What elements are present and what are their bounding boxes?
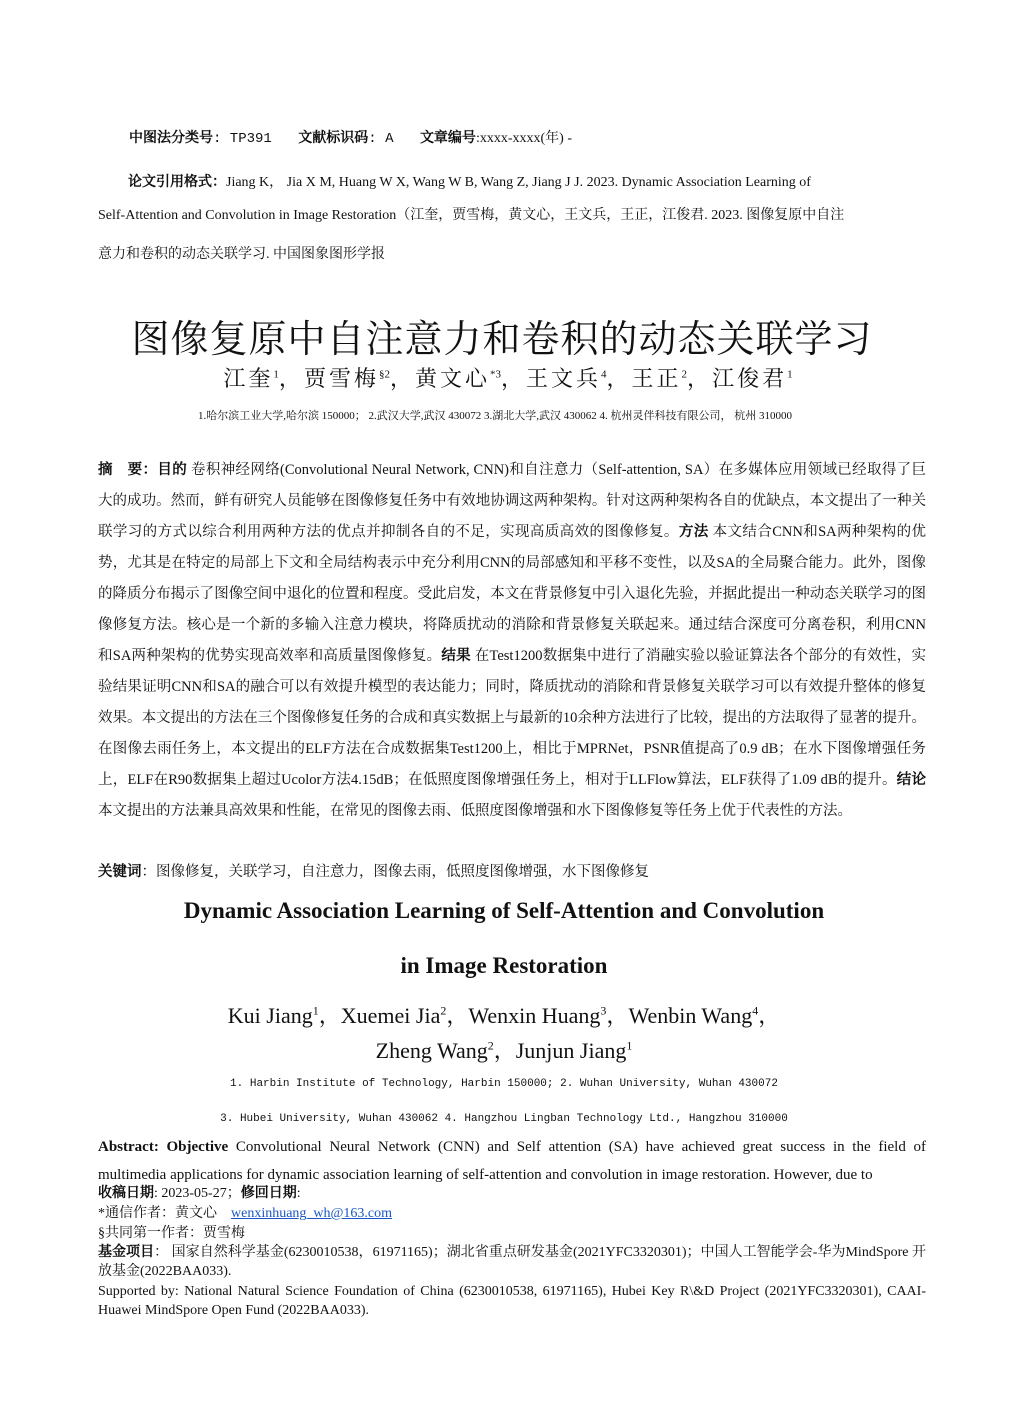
title-en-line-1: Dynamic Association Learning of Self-Attention and Convolution — [183, 898, 825, 923]
funding-cn: 基金项目： 国家自然科学基金(6230010538，61971165)；湖北省重点研发基金(2021YFC3320301)；中国人工智能学会-华为MindSpore 开放基金(2022BAA033). — [98, 1244, 927, 1279]
abstract-en: Abstract: Objective Convolutional Neural Network (CNN) and Self attention (SA) have achieved great success in the field of multimedia applications for dynamic association learning of self-attention and convolution in image restoration. However, due to — [98, 1139, 926, 1183]
title-en-line-2: in Image Restoration — [400, 953, 608, 978]
citation-line-2: Self-Attention and Convolution in Image Restoration（江奎，贾雪梅，黄文心，王文兵，王正，江俊君. 2023. 图像复原中自注 — [98, 208, 845, 223]
affiliations-en-line-2: 3. Hubei University, Wuhan 430062 4. Hangzhou Lingban Technology Ltd., Hangzhou 310000 — [220, 1113, 788, 1125]
funding-en: Supported by: National Natural Science Foundation of China (6230010538, 61971165), Hubei Key R\&D Project (2021YFC3320301), CAAI-Huawei MindSpore Open Fund (2022BAA033). — [98, 1284, 926, 1318]
authors-cn: 江奎$^1$，贾雪梅$^{\S 2}$，黄文心$^{*3}$，王文兵$^4$，王正$^2$，江俊君$^1$ — [223, 366, 793, 391]
keywords-cn: 关键词：图像修复，关联学习，自注意力，图像去雨，低照度图像增强，水下图像修复 — [98, 864, 649, 880]
citation-label: 论文引用格式： — [128, 174, 226, 190]
affiliations-cn: 1.哈尔滨工业大学,哈尔滨 150000； 2.武汉大学,武汉 430072 3.湖北大学,武汉 430062 4. 杭州灵伴科技有限公司， 杭州 310000 — [198, 410, 792, 422]
citation-line-3: 意力和卷积的动态关联学习. 中国图象图形学报 — [98, 247, 385, 262]
abstract-cn: 摘 要：目的 卷积神经网络(Convolutional Neural Network, CNN)和自注意力（Self-attention, SA）在多媒体应用领域已经取得了巨大的成功。然而，鲜有研究人员能够在图像修复任务中有效地协调这两种架构。针对这两种架构各自的优缺点，本文提出了一种关联学习的方式以综合利用两种方法的优点并抑制各自的不足，实现高质高效的图像修复。方法 本文结合CNN和SA两种架构的优势，尤其是在特定的局部上下文和全局结构表示中充分利用CNN的局部感知和平移不变性，以及SA的全局聚合能力。此外，图像的降质分布揭示了图像空间中退化的位置和程度。受此启发，本文在背景修复中引入退化先验，并据此提出一种动态关联学习的图像修复方法。核心是一个新的多输入注意力模块，将降质扰动的消除和背景修复关联起来。通过结合深度可分离卷积，利用CNN和SA两种架构的优势实现高效率和高质量图像修复。结果 在Test1200数据集中进行了消融实验以验证算法各个部分的有效性，实验结果证明CNN和SA的融合可以有效提升模型的表达能力；同时，降质扰动的消除和背景修复关联学习可以有效提升整体的修复效果。本文提出的方法在三个图像修复任务的合成和真实数据上与最新的10余种方法进行了比较，提出的方法取得了显著的提升。在图像去雨任务上，本文提出的ELF方法在合成数据集Test1200上，相比于MPRNet，PSNR值提高了0.9 dB；在水下图像增强任务上，ELF在R90数据集上超过Ucolor方法4.15dB；在低照度图像增强任务上，相对于LLFlow算法，ELF获得了1.09 dB的提升。结论 本文提出的方法兼具高效果和性能，在常见的图像去雨、低照度图像增强和水下图像修复等任务上优于代表性的方法。 — [98, 462, 927, 819]
classification-line — [129, 127, 594, 147]
corresponding-author: *通信作者：黄文心 wenxinhuang_wh@163.com — [98, 1206, 393, 1221]
affiliations-en-line-1: 1. Harbin Institute of Technology, Harbin 150000; 2. Wuhan University, Wuhan 430072 — [230, 1078, 778, 1090]
authors-en-line-2: Zheng Wang$^2$，Junjun Jiang$^1$ — [375, 1038, 633, 1063]
received-dates: 收稿日期: 2023-05-27；修回日期: — [98, 1185, 301, 1201]
title-cn: 图像复原中自注意力和卷积的动态关联学习 — [131, 317, 873, 361]
authors-en-line-1: Kui Jiang$^1$，Xuemei Jia$^2$，Wenxin Huang$^3$，Wenbin Wang$^4$， — [227, 1003, 781, 1028]
article-number: 文章编号:xxxx-xxxx(年) - — [419, 130, 572, 146]
citation-line-1: 论文引用格式：Jiang K， Jia X M, Huang W X, Wang W B, Wang Z, Jiang J J. 2023. Dynamic Association Learning of — [128, 174, 811, 190]
clc-number: 中图法分类号: TP391 — [129, 130, 272, 147]
email-link[interactable]: wenxinhuang_wh@163.com — [231, 1206, 393, 1221]
co-first-author: §共同第一作者：贾雪梅 — [98, 1226, 245, 1241]
document-code: 文献标识码: A — [298, 130, 394, 147]
